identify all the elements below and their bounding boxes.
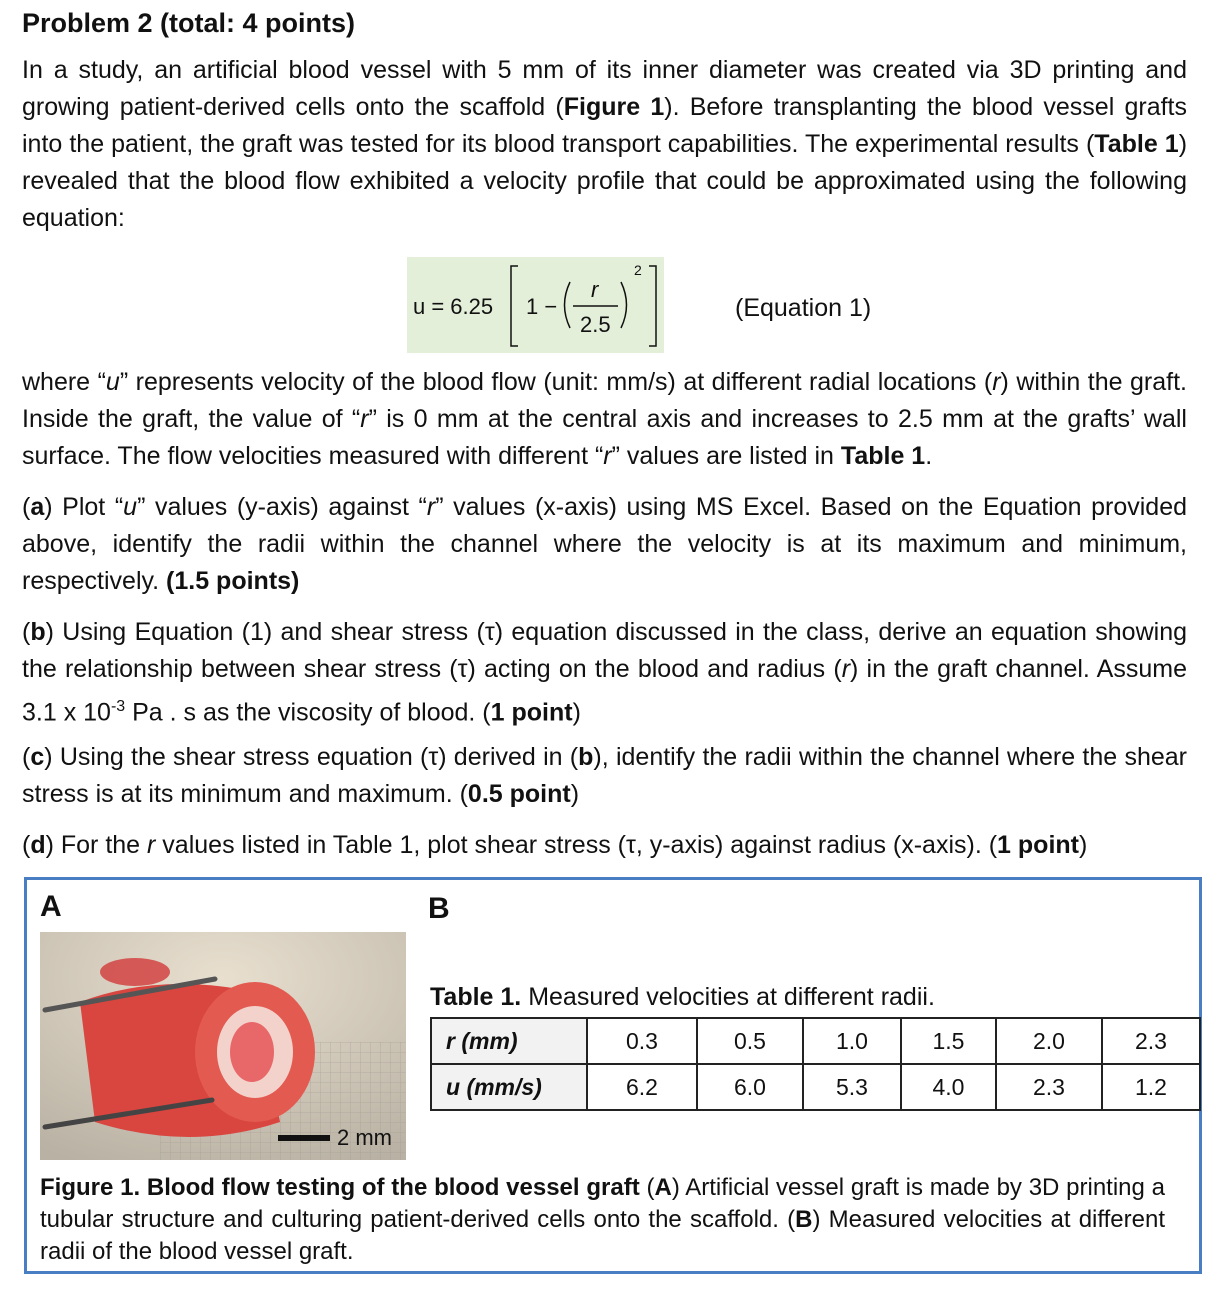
where-r2: r (360, 405, 369, 433)
r-cell: 2.0 (996, 1018, 1102, 1064)
qb-points: 1 point (490, 698, 573, 727)
qc-ref: b (578, 743, 594, 771)
right-paren (621, 282, 627, 328)
where-t2: ” represents velocity of the blood flow (unit: mm/s) at different radial locations ( (119, 368, 993, 396)
equation-numerator: r (591, 277, 599, 302)
r-cell: 2.3 (1102, 1018, 1200, 1064)
intro-text-1: In a study, an artificial blood vessel with 5 mm of its inner diameter was created via 3D printing and growing patient-derived cells onto the scaffold ( (22, 56, 1187, 121)
left-paren (565, 282, 571, 328)
u-cell: 6.0 (697, 1064, 803, 1110)
u-cell: 2.3 (996, 1064, 1102, 1110)
question-b: (b) Using Equation (1) and shear stress (τ) equation discussed in the class, derive an equation showing the relationship between shear stress (τ) acting on the blood and radius (r) in the graft channel. Assume 3.1 x $10^{-3}$ Pa . s as the viscosity of blood. (1 point) (22, 618, 1187, 727)
where-u: u (105, 368, 120, 396)
qd-t3: ) (1078, 831, 1088, 859)
qc-t3: ) (570, 780, 580, 808)
r-cell: 1.5 (901, 1018, 996, 1064)
question-b-letter: b (30, 618, 46, 646)
where-t1: where “ (22, 368, 106, 396)
qb-t1: Using Equation (1) and shear stress (τ) equation discussed in the class, derive an equation showing the relationship between shear stress (τ) acting on the blood and radius ( (22, 618, 1187, 683)
qa-r: r (426, 493, 436, 521)
table-ref: Table 1 (1094, 130, 1179, 158)
velocity-table (430, 1017, 1201, 1111)
table-row-r (431, 1018, 1200, 1064)
question-c: (c) Using the shear stress equation (τ) derived in (b), identify the radii within the channel where the shear stress is at its minimum and maximum. (0.5 point) (22, 743, 1187, 808)
where-table-ref: Table 1 (840, 442, 926, 470)
where-t5: ” values are listed in (611, 442, 841, 470)
equation-one-minus: 1 − (526, 294, 558, 319)
caption-t2: ) Artificial vessel graft is made by 3D printing a tubular structure and culturing patient-derived cells onto the scaffold. ( (40, 1174, 1165, 1233)
question-d: (d) For the r values listed in Table 1, plot shear stress (τ, y-axis) against radius (x-axis). (1 point) (22, 831, 1088, 859)
qc-t1: Using the shear stress equation (τ) derived in ( (52, 743, 579, 771)
panel-b-label: B (428, 892, 450, 925)
u-header (431, 1064, 587, 1110)
where-paragraph (22, 364, 1187, 475)
right-bracket (649, 266, 656, 346)
qd-points: 1 point (997, 831, 1079, 859)
qa-points: (1.5 points) (166, 567, 300, 595)
qb-r: r (841, 655, 851, 683)
r-header-text: r (mm) (446, 1027, 518, 1054)
where-t6: . (925, 442, 933, 470)
table-caption-text: Measured velocities at different radii. (521, 983, 935, 1011)
intro-text-3: ) revealed that the blood flow exhibited a velocity profile that could be approximated using the following equation: (22, 130, 1188, 232)
question-a-letter: a (30, 493, 45, 521)
qc-t2: ), identify the radii within the channel where the shear stress is at its minimum and maximum. ( (22, 743, 1187, 808)
u-cell: 1.2 (1102, 1064, 1200, 1110)
qb-sup: -3 (110, 698, 126, 715)
qb-t3: Pa . s as the viscosity of blood. ( (125, 698, 491, 727)
qd-r: r (147, 831, 156, 859)
qb-t2: ) in the graft channel. Assume 3.1 x 10 (22, 655, 1187, 727)
problem-title: Problem 2 (total: 4 points) (22, 8, 356, 38)
where-t4: ” is 0 mm at the central axis and increases to 2.5 mm at the grafts’ wall surface. The flow velocities measured with different “ (22, 405, 1187, 470)
where-r1: r (992, 368, 1001, 396)
qb-t4: ) (572, 698, 581, 727)
equation-label: (Equation 1) (735, 294, 872, 322)
equation-lhs: u = 6.25 (413, 294, 494, 319)
caption-bold: Figure 1. Blood flow testing of the blood vessel graft (40, 1174, 640, 1201)
panel-a-label: A (40, 890, 62, 923)
equation-exponent: 2 (634, 262, 642, 278)
r-header (431, 1018, 587, 1064)
scale-bar-label: 2 mm (337, 1125, 392, 1150)
caption-b: B (795, 1206, 813, 1233)
table-caption (430, 983, 935, 1012)
u-header-text: u (mm/s) (446, 1073, 542, 1100)
equation-denominator: 2.5 (580, 312, 611, 337)
qa-t3: ” values (x-axis) using MS Excel. Based on the Equation provided above, identify the radii within the channel where the velocity is at its maximum and minimum, respectively. (22, 493, 1188, 595)
u-cell: 5.3 (803, 1064, 901, 1110)
question-c-letter: c (30, 743, 45, 771)
question-d-letter: d (30, 831, 46, 859)
where-r3: r (603, 442, 612, 470)
caption-t3: ) Measured velocities at different radii of the blood vessel graft. (40, 1206, 1165, 1265)
intro-text-2: ). Before transplanting the blood vessel grafts into the patient, the graft was tested for its blood transport capabilities. The experimental results ( (22, 93, 1187, 158)
where-t3: ) within the graft. Inside the graft, the value of “ (22, 368, 1187, 433)
qd-t1: For the (53, 831, 148, 859)
table-row-u (431, 1064, 1200, 1110)
qd-t2: values listed in Table 1, plot shear stress (τ, y-axis) against radius (x-axis). ( (155, 831, 998, 859)
r-cell: 0.5 (697, 1018, 803, 1064)
u-cell: 4.0 (901, 1064, 996, 1110)
qa-u: u (123, 493, 138, 521)
r-cell: 1.0 (803, 1018, 901, 1064)
question-a: (a) Plot “u” values (y-axis) against “r” values (x-axis) using MS Excel. Based on the Equation provided above, identify the radii within the channel where the velocity is at its maximum and minimum, respectively. (1.5 points) (22, 493, 1188, 595)
qa-t1: Plot “ (52, 493, 124, 521)
figure-ref: Figure 1 (563, 93, 665, 121)
r-cell: 0.3 (587, 1018, 697, 1064)
figure-caption (40, 1172, 1165, 1268)
qa-t2: ” values (y-axis) against “ (137, 493, 427, 521)
qc-points: 0.5 point (467, 780, 571, 808)
caption-t1: ( (639, 1174, 655, 1201)
left-bracket (511, 266, 518, 346)
u-cell: 6.2 (587, 1064, 697, 1110)
intro-paragraph (22, 52, 1187, 237)
table-caption-bold: Table 1. (430, 983, 522, 1011)
caption-a: A (654, 1174, 672, 1201)
